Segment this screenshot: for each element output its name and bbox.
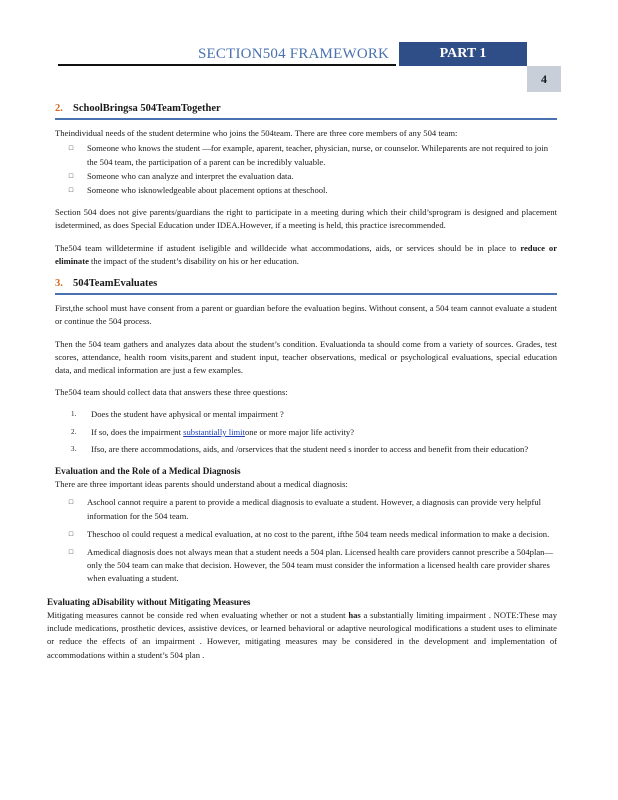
- list-item-text: Aschool cannot require a parent to provide a medical diagnosis to evaluate a student. However, a diagnosis can provide very helpful information for the 504 team.: [87, 497, 542, 521]
- list-number: 2.: [71, 427, 77, 436]
- emphasis-text: has: [348, 609, 361, 620]
- list-item: [55, 408, 557, 421]
- text-run: Mitigating measures cannot be conside red when evaluating whether or not a student: [47, 609, 349, 620]
- section-2-intro: Theindividual needs of the student determine who joins the 504team. There are three core members of any 504 team:: [55, 128, 458, 139]
- bullet-icon: □: [68, 548, 74, 557]
- section-2-title: SchoolBringsa 504TeamTogether: [73, 103, 221, 114]
- list-item: [55, 546, 557, 586]
- list-item-text: Someone who can analyze and interpret the evaluation data.: [87, 170, 294, 181]
- list-item-text: If so, does the impairment substantially limitone or more major life activity?: [91, 426, 355, 437]
- list-item-text: Theschoo ol could request a medical evaluation, at no cost to the parent, ifthe 504 team needs medical information to make a decision.: [87, 528, 550, 539]
- section-3-number: 3.: [55, 278, 63, 290]
- questions-list: [55, 408, 557, 456]
- list-item-text: Someone who isknowledgeable about placement options at theschool.: [87, 185, 328, 196]
- medical-diagnosis-heading: Evaluation and the Role of a Medical Diagnosis: [55, 466, 241, 477]
- section-title: SECTION504 FRAMEWORK: [198, 46, 390, 62]
- medical-diagnosis-list: [55, 496, 557, 585]
- bullet-icon: □: [68, 171, 74, 180]
- list-number: 1.: [71, 410, 77, 419]
- section-3-rule: [55, 293, 557, 295]
- text-run: a substantially limiting impairment . NOTE:These may include medications, prosthetic devices, assistive devices, or learned behavioral or adaptive neurological modifications a student uses to eliminate or reduce the effects of an impairment . However, mitigating measures may be considered in the development and implementation of accommodations within a student’s 504 plan .: [47, 609, 557, 660]
- bullet-icon: □: [68, 144, 74, 153]
- text-run: the impact of the student’s disability on his or her education.: [88, 255, 299, 266]
- list-number: 3.: [71, 444, 77, 453]
- emphasis-text: reduce or eliminate: [55, 242, 558, 266]
- mitigating-measures-heading: Evaluating aDisability without Mitigating Measures: [47, 596, 251, 607]
- list-item: [55, 426, 557, 439]
- page-content: [47, 98, 558, 671]
- part-label: PART 1: [399, 42, 527, 66]
- section-3-paragraph-3: The504 team should collect data that answers these three questions:: [55, 387, 288, 398]
- list-item-text: Does the student have aphysical or mental impairment ?: [91, 409, 284, 420]
- page-number: 4: [527, 66, 561, 92]
- text-run: The504 team willdetermine if astudent iseligible and willdecide what accommodations, aids, or services should be in place to: [55, 242, 521, 253]
- medical-diagnosis-block: [55, 465, 557, 586]
- section-2-paragraph-2: Section 504 does not give parents/guardians the right to participate in a meeting during which their child’sprogram is designed and placement isdetermined, as does Special Education under IDEA.However, if a meeting is held, this practice isrecommended.: [55, 207, 557, 231]
- mitigating-measures-paragraph: [47, 609, 557, 662]
- list-item-text: Amedical diagnosis does not always mean that a student needs a 504 plan. Licensed health care providers cannot prescribe a 504plan— only the 504 team can make that decision. However, the 504 team must consider the information a licensed health care provider shares when evaluating a student.: [87, 547, 554, 584]
- list-item: [55, 142, 557, 168]
- list-item: [55, 443, 557, 456]
- list-item-text: Ifso, are there accommodations, aids, and /orservices that the student need s inorder to access and benefit from their education?: [91, 443, 529, 454]
- bullet-icon: □: [68, 498, 74, 507]
- medical-diagnosis-intro: There are three important ideas parents should understand about a medical diagnosis:: [55, 479, 348, 490]
- bullet-icon: □: [68, 529, 74, 538]
- section-3-paragraph-2: Then the 504 team gathers and analyzes data about the student’s condition. Evaluationda ta should come from a variety of sources. Grades, test scores, attendance, health room visits,parent and student input, teacher observations, medical or psychological evaluations, special education data, and medical information are just a few examples.: [55, 338, 557, 376]
- header-rule: [58, 64, 396, 66]
- list-item: [55, 170, 557, 183]
- list-item: [55, 496, 557, 522]
- mitigating-measures-block: [47, 596, 557, 662]
- section-2-rule: [55, 118, 557, 120]
- list-item: [55, 528, 557, 541]
- substantially-limit-link[interactable]: substantially limit: [183, 426, 245, 437]
- section-2-number: 2.: [55, 103, 63, 114]
- section-3-heading: [55, 277, 557, 290]
- list-item: [55, 184, 557, 197]
- section-2-paragraph-3: [55, 242, 557, 268]
- bullet-icon: □: [68, 186, 74, 195]
- team-members-list: [55, 142, 557, 197]
- section-3-paragraph-1: First,the school must have consent from a parent or guardian before the evaluation begins. Without consent, a 504 team cannot evaluate a student or continue the 504 process.: [55, 303, 557, 327]
- section-2-heading: [55, 102, 557, 115]
- list-item-text: Someone who knows the student —for example, aparent, teacher, physician, nurse, or counselor. Whileparents are not required to join the 504 team, the participation of a parent can be incredibly valuable.: [87, 143, 549, 167]
- section-3-title: 504TeamEvaluates: [73, 278, 158, 290]
